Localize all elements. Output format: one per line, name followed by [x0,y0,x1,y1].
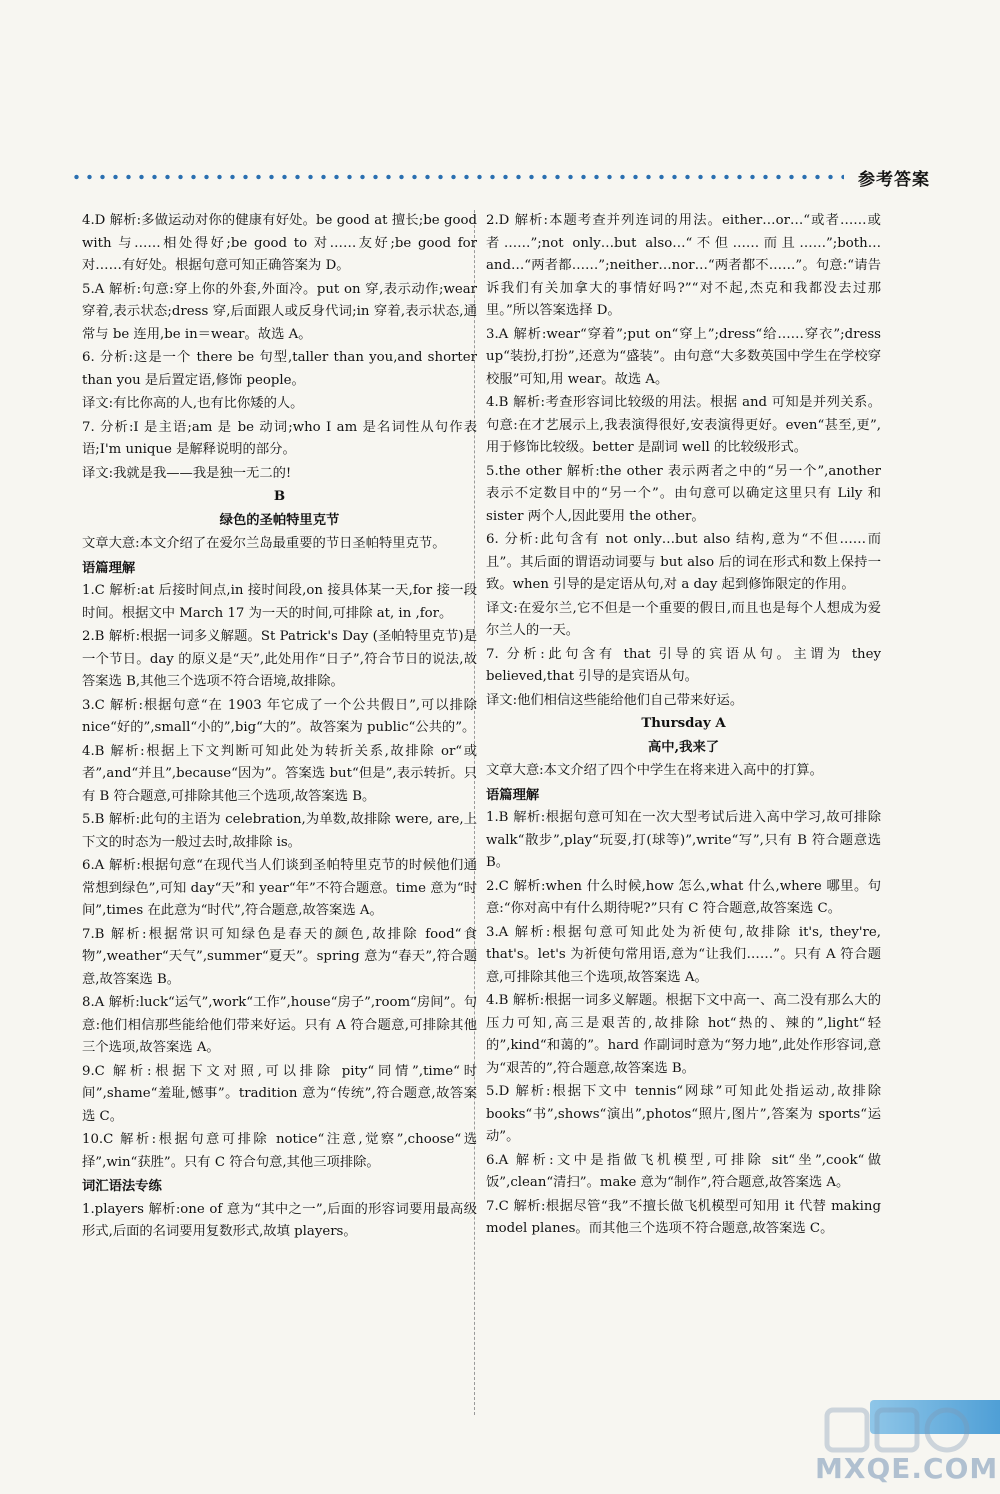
answer-number: 7. [486,646,499,662]
dotted-rule [70,172,844,182]
answer-number: 7.C [486,1198,509,1214]
answer-number: 4.B [486,395,509,410]
answer-item [82,992,477,1060]
answer-number: 9.C [82,1063,105,1079]
section-label: 语篇理解 [486,787,540,803]
text-line: 译文:有比你高的人,也有比你矮的人。 [82,396,304,411]
answer-item [486,392,881,460]
answer-text: 解析:luck“运气”,work“工作”,house“房子”,room“房间”。句意:他们相信那些能给他们带来好运。只有 A 符合题意,可排除其他三个选项,故答案选 A。 [82,995,478,1055]
answer-text: 解析:根据尽管“我”不擅长做飞机模型可知用 it 代替 making model planes。而其他三个选项不符合题意,故答案选 C。 [486,1198,881,1236]
answer-item [82,1199,477,1244]
answer-text: 分析:此句含有 that 引导的宾语从句。主谓为 they believed,that 引导的是宾语从句。 [486,646,881,684]
header-title: 参考答案 [858,169,930,190]
page-header [70,162,930,192]
answer-item [486,1081,881,1149]
answer-number: 5.D [486,1084,510,1099]
answer-number: 5.A [82,281,105,297]
answer-number: 5.B [82,812,105,827]
answer-item [486,324,881,392]
answer-item [82,741,477,809]
answer-number: 1.B [486,810,509,825]
answer-item [82,695,477,740]
answer-text: 解析:根据下文对照,可以排除 pity“同情”,time“时间”,shame“羞耻,憾事”。tradition 意为“传统”,符合题意,故答案选 C。 [82,1063,478,1124]
answer-text: 解析:根据上下文判断可知此处为转折关系,故排除 or“或者”,and“并且”,because“因为”。答案选 but“但是”,表示转折。只有 B 符合题意,可排除其他三个选项,故答案选 B。 [82,743,478,804]
answer-item [486,210,881,323]
answer-item [82,626,477,694]
answer-item [82,417,477,462]
answer-item [82,809,477,854]
answer-number: 3.C [82,697,105,713]
answer-item [486,1196,881,1241]
answer-item [486,461,881,529]
text-line: 文章大意:本文介绍了在爱尔兰岛最重要的节日圣帕特里克节。 [82,536,446,551]
answer-text: 解析:本题考查并列连词的用法。either…or…“或者……或者……”;not only…but also…“不但……而且……”;both…and…“两者都……”;neither…nor…“两者都不……”。句意:“请告诉我们有关加拿大的事情好吗?”“对不起,杰克和我都没去过那里。”所以答案选择 D。 [486,213,881,318]
answer-number: 6. [82,350,95,365]
section-heading: Thursday A [641,716,726,731]
text-line: 译文:他们相信这些能给他们自己带来好运。 [486,692,744,708]
answer-text: 解析:根据句意可知此处为祈使句,故排除 it's, they're, that's。let's 为祈使句常用语,意为“让我们……”。只有 A 符合题意,可排除其他三个选项,故答案选 A。 [486,924,881,985]
answer-number: 2.C [486,878,509,894]
answer-text: 解析:wear“穿着”;put on“穿上”;dress“给……穿衣”;dress up“装扮,打扮”,还意为“盛装”。由句意“大多数英国中学生在学校穿校服”可知,用 wear。故选 A。 [486,326,881,387]
answer-number: 7.B [82,926,105,942]
left-column [82,210,477,1245]
answer-number: 7. [82,419,95,435]
answer-number: 6.A [82,858,105,873]
answer-number: 3.A [486,924,509,940]
answer-item [486,529,881,597]
answer-text: 解析:根据下文中 tennis“网球”可知此处指运动,故排除 books“书”,shows“演出”,photos“照片,图片”,答案为 sports“运动”。 [486,1084,881,1144]
answer-number: 1.players [82,1201,144,1217]
answer-item [486,876,881,921]
text-line: 文章大意:本文介绍了四个中学生在将来进入高中的打算。 [486,763,823,778]
answer-text: 解析:at 后接时间点,in 接时间段,on 接具体某一天,for 接一段时间。根据文中 March 17 为一天的时间,可排除 at, in ,for。 [82,583,477,621]
answer-text: 解析:考查形容词比较级的用法。根据 and 可知是并列关系。句意:在才艺展示上,我表演得很好,安表演得更好。even“甚至,更”,用于修饰比较级。better 是副词 well 的比较级形式。 [486,395,882,455]
text-line: 译文:在爱尔兰,它不但是一个重要的假日,而且也是每个人想成为爱尔兰人的一天。 [486,600,881,638]
answer-number: 1.C [82,583,105,598]
answer-text: 解析:多做运动对你的健康有好处。be good at 擅长;be good with 与……相处得好;be good to 对……友好;be good for 对……有好处。根据句意可知正确答案为 D。 [82,213,477,273]
answer-item [82,210,477,278]
watermark-text: MXQE.COM [815,1452,999,1485]
answer-number: 6.A [486,1152,509,1168]
section-heading: 高中,我来了 [647,739,720,755]
answer-item [486,644,881,689]
right-column [486,210,881,1242]
answer-item [82,580,477,625]
section-label: 语篇理解 [82,560,136,576]
answer-text: 解析:根据句意“在 1903 年它成了一个公共假日”,可以排除 nice“好的”,small“小的”,big“大的”。故答案为 public“公共的”。 [82,697,477,735]
answer-number: 6. [486,532,499,547]
answer-number: 5.the other [486,463,562,479]
answer-item [486,1150,881,1195]
answer-item [82,279,477,347]
answer-text: 解析:when 什么时候,how 怎么,what 什么,where 哪里。句意:“你对高中有什么期待呢?”只有 C 符合题意,故答案选 C。 [486,878,881,916]
answer-text: 解析:文中是指做飞机模型,可排除 sit“坐”,cook“做饭”,clean“清扫”。make 意为“制作”,符合题意,故答案选 A。 [486,1152,881,1190]
answer-number: 2.D [486,213,510,228]
section-heading: B [273,489,286,504]
answer-text: 解析:根据常识可知绿色是春天的颜色,故排除 food“食物”,weather“天气”,summer“夏天”。spring 意为“春天”,符合题意,故答案选 B。 [82,926,477,987]
answer-text: 解析:one of 意为“其中之一”,后面的形容词要用最高级形式,后面的名词要用复数形式,故填 players。 [82,1201,477,1239]
answer-number: 2.B [82,629,105,644]
answer-item [82,855,477,923]
answer-item [82,924,477,992]
answer-number: 8.A [82,995,105,1010]
section-heading: 绿色的圣帕特里克节 [219,512,340,528]
answer-number: 4.B [82,743,105,759]
answer-text: 分析:I 是主语;am 是 be 动词;who I am 是名词性从句作表语;I'm unique 是解释说明的部分。 [82,419,477,457]
answer-item [486,807,881,875]
answer-text: 解析:句意:穿上你的外套,外面冷。put on 穿,表示动作;wear 穿着,表示状态;dress 穿,后面跟人或反身代词;in 穿着,表示状态,通常与 be 连用,be in＝wear。故选 A。 [82,281,477,342]
answer-number: 4.D [82,213,106,228]
answer-number: 4.B [486,993,509,1008]
answer-number: 10.C [82,1132,114,1147]
answer-item [82,347,477,392]
answer-text: 解析:根据句意可知在一次大型考试后进入高中学习,故可排除 walk“散步”,play“玩耍,打(球等)”,write“写”,只有 B 符合题意选 B。 [486,810,881,870]
answer-text: 解析:根据一词多义解题。根据下文中高一、高二没有那么大的压力可知,高三是艰苦的,故排除 hot“热的、辣的”,light“轻的”,kind“和蔼的”。hard 作副词时意为“努力地”,此处作形容词,意为“艰苦的”,符合题意,故答案选 B。 [486,993,881,1076]
answer-item [82,1129,477,1174]
answer-text: 分析:这是一个 there be 句型,taller than you,and shorter than you 是后置定语,修饰 people。 [82,350,477,388]
text-line: 译文:我就是我——我是独一无二的! [82,465,292,481]
answer-text: 解析:根据一词多义解题。St Patrick's Day (圣帕特里克节)是一个节日。day 的原义是“天”,此处用作“日子”,符合节日的说法,故答案选 B,其他三个选项不符合语境,故排除。 [82,629,477,689]
answer-item [82,1061,477,1129]
answer-item [486,990,881,1080]
answer-text: 解析:此句的主语为 celebration,为单数,故排除 were, are,上下文的时态为一般过去时,故排除 is。 [82,812,477,850]
answer-text: 解析:根据句意“在现代当人们谈到圣帕特里克节的时候他们通常想到绿色”,可知 day“天”和 year“年”不符合题意。time 意为“时间”,times 在此意为“时代”,符合题意,故答案选 A。 [82,858,477,918]
answer-text: 解析:the other 表示两者之中的“另一个”,another 表示不定数目中的“另一个”。由句意可以确定这里只有 Lily 和 sister 两个人,因此要用 the other。 [486,463,881,524]
answer-item [486,922,881,990]
section-label: 词汇语法专练 [82,1179,162,1194]
answer-text: 分析:此句含有 not only…but also 结构,意为“不但……而且”。其后面的谓语动词要与 but also 后的词在形式和数上保持一致。when 引导的是定语从句,对 a day 起到修饰限定的作用。 [486,532,881,592]
answer-number: 3.A [486,326,509,342]
answer-text: 解析:根据句意可排除 notice“注意,觉察”,choose“选择”,win“获胜”。只有 C 符合句意,其他三项排除。 [82,1132,477,1170]
